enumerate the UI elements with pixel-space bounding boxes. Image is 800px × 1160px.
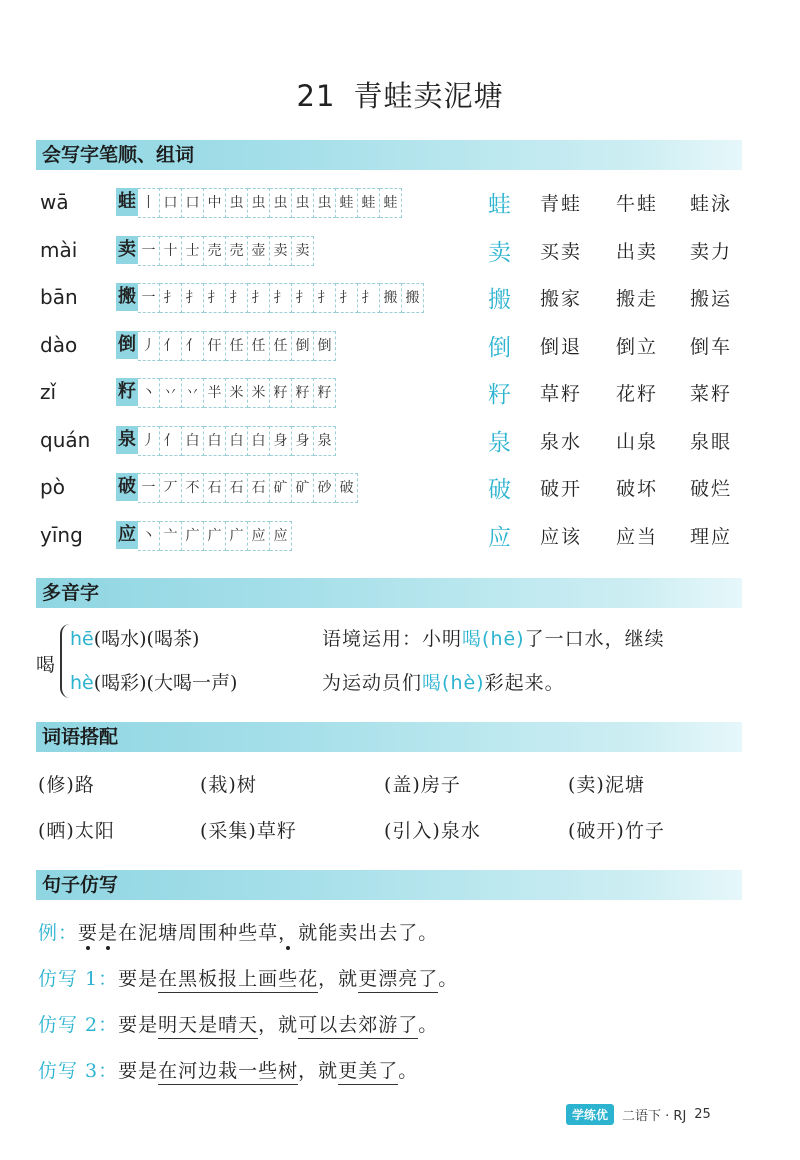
stroke-step: 泉 — [314, 426, 336, 456]
stroke-step: 仠 — [204, 331, 226, 361]
stroke-step: 中 — [204, 188, 226, 218]
stroke-order — [116, 331, 336, 359]
word: 出卖 — [616, 240, 659, 263]
stroke-step: 丿 — [138, 426, 160, 456]
stroke-step: 籽 — [270, 378, 292, 408]
big-char: 籽 — [488, 382, 511, 408]
collocation-item: (晒)太阳 — [38, 820, 115, 842]
stroke-step: 士 — [182, 236, 204, 266]
big-char: 破 — [488, 477, 511, 503]
stroke-char: 搬 — [116, 283, 138, 311]
stroke-step: 扌 — [226, 283, 248, 313]
stroke-step: 扌 — [248, 283, 270, 313]
stroke-step: 扌 — [314, 283, 336, 313]
stroke-step: 不 — [182, 473, 204, 503]
stroke-char: 籽 — [116, 378, 138, 406]
stroke-order — [116, 426, 336, 454]
stroke-step: 白 — [248, 426, 270, 456]
stroke-order — [116, 473, 358, 501]
stroke-row — [40, 469, 760, 509]
char-pinyin: quán — [40, 427, 91, 452]
word: 山泉 — [616, 430, 659, 453]
stroke-step: 扌 — [336, 283, 358, 313]
stroke-order — [116, 283, 424, 311]
stroke-step: 应 — [270, 521, 292, 551]
stroke-step: 丨 — [138, 188, 160, 218]
word: 倒立 — [616, 335, 659, 358]
stroke-step: 虫 — [226, 188, 248, 218]
stroke-step: 籽 — [292, 378, 314, 408]
big-char: 搬 — [488, 287, 511, 313]
stroke-step: 口 — [160, 188, 182, 218]
lesson-number: 21 — [296, 79, 336, 113]
collocation-item: (采集)草籽 — [200, 820, 297, 842]
stroke-step: 亻 — [182, 331, 204, 361]
stroke-step: 蛙 — [358, 188, 380, 218]
stroke-step: 破 — [336, 473, 358, 503]
collocation-item: (修)路 — [38, 774, 95, 796]
stroke-step: 身 — [292, 426, 314, 456]
stroke-step: 搬 — [402, 283, 424, 313]
polyphonic-block — [36, 620, 756, 710]
word: 青蛙 — [540, 193, 583, 215]
stroke-step: 广 — [204, 521, 226, 551]
stroke-char: 倒 — [116, 331, 138, 359]
stroke-order — [116, 378, 336, 406]
stroke-step: 身 — [270, 426, 292, 456]
big-char: 泉 — [488, 429, 511, 456]
stroke-order — [116, 236, 314, 264]
collocation-item: (破开)竹子 — [568, 820, 665, 842]
reading-1: hē(喝水)(喝茶) — [70, 628, 200, 650]
stroke-step: 半 — [204, 378, 226, 408]
collocation-item: (栽)树 — [200, 774, 257, 796]
stroke-step: 蛙 — [336, 188, 358, 218]
char-pinyin: zǐ — [40, 380, 57, 404]
polyphonic-char: 喝 — [36, 654, 56, 676]
stroke-step: 广 — [226, 521, 248, 551]
brand-logo: 学练优 — [566, 1104, 614, 1125]
stroke-step: 口 — [182, 188, 204, 218]
stroke-step: 搬 — [380, 283, 402, 313]
stroke-step: 倒 — [292, 331, 314, 361]
stroke-order — [116, 188, 402, 216]
stroke-step: 虫 — [314, 188, 336, 218]
imitation-line-1: 仿写 1：要是在黑板报上画些花，就更漂亮了。 — [38, 964, 458, 991]
stroke-row — [40, 517, 760, 557]
char-pinyin: bān — [40, 285, 78, 309]
section-header-imitation: 句子仿写 — [36, 870, 742, 900]
stroke-step: 虫 — [292, 188, 314, 218]
stroke-char: 泉 — [116, 426, 138, 454]
stroke-step: 任 — [248, 331, 270, 361]
lesson-title: 青蛙卖泥塘 — [353, 79, 504, 113]
stroke-step: 籽 — [314, 378, 336, 408]
stroke-step: 广 — [182, 521, 204, 551]
word: 破烂 — [690, 478, 733, 500]
char-pinyin: pò — [40, 475, 65, 499]
stroke-step: 十 — [160, 236, 182, 266]
stroke-row — [40, 327, 760, 367]
word: 应该 — [540, 525, 583, 548]
stroke-row — [40, 232, 760, 272]
section-header-strokes: 会写字笔顺、组词 — [36, 140, 742, 170]
word: 理应 — [690, 525, 733, 548]
word: 搬家 — [540, 288, 583, 310]
stroke-step: 売 — [204, 236, 226, 266]
stroke-step: 白 — [226, 426, 248, 456]
stroke-step: 亠 — [160, 521, 182, 551]
stroke-step: 白 — [204, 426, 226, 456]
stroke-step: 一 — [138, 473, 160, 503]
char-pinyin: dào — [40, 332, 78, 357]
context-sentence-2: 为运动员们喝(hè)彩起来。 — [322, 672, 565, 694]
stroke-step: 蛙 — [380, 188, 402, 218]
stroke-row — [40, 279, 760, 319]
stroke-step: 丷 — [160, 378, 182, 408]
stroke-step: 扌 — [204, 283, 226, 313]
stroke-step: 石 — [226, 473, 248, 503]
stroke-step: 一 — [138, 283, 160, 313]
big-char: 卖 — [488, 239, 511, 266]
collocation-item: (引入)泉水 — [384, 820, 481, 842]
stroke-step: 丆 — [160, 473, 182, 503]
page-title — [0, 74, 800, 115]
page-number: 25 — [694, 1106, 711, 1122]
reading-2: hè(喝彩)(大喝一声) — [70, 672, 238, 694]
stroke-step: 米 — [226, 378, 248, 408]
stroke-row — [40, 184, 760, 224]
stroke-step: 石 — [204, 473, 226, 503]
stroke-step: 丷 — [182, 378, 204, 408]
stroke-step: 扌 — [358, 283, 380, 313]
imitation-line-3: 仿写 3：要是在河边栽一些树，就更美了。 — [38, 1056, 418, 1083]
stroke-step: 石 — [248, 473, 270, 503]
word: 卖力 — [690, 240, 733, 263]
page-footer — [566, 1103, 711, 1125]
word: 倒车 — [690, 335, 733, 358]
char-pinyin: yīng — [40, 522, 83, 547]
stroke-char: 卖 — [116, 236, 138, 264]
stroke-step: 倒 — [314, 331, 336, 361]
collocation-item: (卖)泥塘 — [568, 774, 645, 796]
stroke-step: 应 — [248, 521, 270, 551]
stroke-step: 任 — [226, 331, 248, 361]
stroke-step: 亻 — [160, 331, 182, 361]
stroke-step: 卖 — [292, 236, 314, 266]
word: 菜籽 — [690, 383, 733, 405]
stroke-step: 扌 — [292, 283, 314, 313]
stroke-step: 扌 — [270, 283, 292, 313]
word: 破坏 — [616, 478, 659, 500]
word: 牛蛙 — [616, 193, 659, 215]
word: 破开 — [540, 478, 583, 500]
section-header-polyphonic: 多音字 — [36, 578, 742, 608]
stroke-step: 扌 — [160, 283, 182, 313]
context-sentence-1: 语境运用：小明喝(hē)了一口水，继续 — [322, 628, 665, 650]
collocation-item: (盖)房子 — [384, 774, 461, 796]
stroke-step: 丿 — [138, 331, 160, 361]
word: 应当 — [616, 525, 659, 548]
big-char: 蛙 — [488, 192, 511, 218]
stroke-step: 丶 — [138, 521, 160, 551]
word: 搬运 — [690, 288, 733, 310]
stroke-step: 虫 — [270, 188, 292, 218]
big-char: 应 — [488, 524, 511, 551]
word: 蛙泳 — [690, 193, 733, 215]
stroke-step: 扌 — [182, 283, 204, 313]
big-char: 倒 — [488, 334, 511, 361]
stroke-step: 卖 — [270, 236, 292, 266]
stroke-order — [116, 521, 292, 549]
stroke-step: 壶 — [248, 236, 270, 266]
imitation-line-2: 仿写 2：要是明天是晴天，就可以去郊游了。 — [38, 1010, 438, 1037]
stroke-step: 任 — [270, 331, 292, 361]
example-sentence: 例：要是在泥塘周围种些草，就能卖出去了。 — [38, 922, 439, 944]
stroke-step: 米 — [248, 378, 270, 408]
stroke-row — [40, 422, 760, 462]
word: 泉水 — [540, 430, 583, 453]
word: 倒退 — [540, 335, 583, 358]
stroke-step: 白 — [182, 426, 204, 456]
stroke-step: 丶 — [138, 378, 160, 408]
word: 花籽 — [616, 383, 659, 405]
word: 搬走 — [616, 288, 659, 310]
stroke-step: 矿 — [270, 473, 292, 503]
stroke-step: 砂 — [314, 473, 336, 503]
char-pinyin: wā — [40, 190, 69, 214]
word: 泉眼 — [690, 430, 733, 453]
book-info: 二语下 · RJ — [622, 1108, 687, 1124]
section-header-collocation: 词语搭配 — [36, 722, 742, 752]
word: 草籽 — [540, 383, 583, 405]
stroke-char: 蛙 — [116, 188, 138, 216]
stroke-step: 亻 — [160, 426, 182, 456]
stroke-row — [40, 374, 760, 414]
word: 买卖 — [540, 240, 583, 263]
char-pinyin: mài — [40, 237, 78, 262]
stroke-step: 売 — [226, 236, 248, 266]
stroke-step: 虫 — [248, 188, 270, 218]
stroke-char: 破 — [116, 473, 138, 501]
stroke-char: 应 — [116, 521, 138, 549]
stroke-step: 一 — [138, 236, 160, 266]
stroke-step: 矿 — [292, 473, 314, 503]
